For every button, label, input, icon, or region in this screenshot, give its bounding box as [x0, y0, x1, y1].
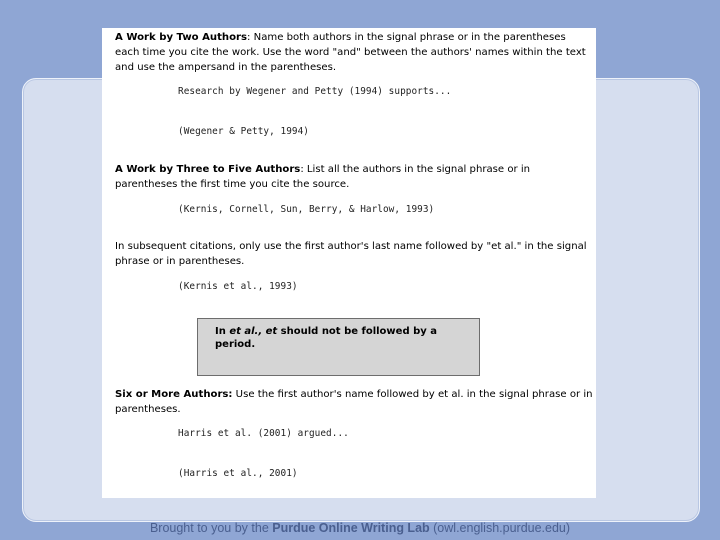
footer-prefix: Brought to you by the	[149, 521, 273, 535]
subsequent-citations-example: (Kernis et al., 1993)	[178, 281, 298, 292]
six-or-more-example-text: Harris et al. (2001) argued...	[178, 428, 349, 439]
three-to-five-paragraph	[115, 162, 593, 192]
callout-term: et al., et	[229, 326, 278, 337]
six-or-more-text: Use the first author's name followed by et al. in the signal phrase or in parentheses.	[115, 389, 593, 415]
subsequent-citations-paragraph: In subsequent citations, only use the first author's last name followed by "et al." in the signal phrase or in parentheses.	[115, 241, 587, 267]
six-or-more-heading: Six or More Authors:	[115, 389, 233, 400]
three-to-five-text: : List all the authors in the signal phrase or in parentheses the first time you cite the source.	[115, 164, 531, 190]
two-authors-example-text: Research by Wegener and Petty (1994) supports...	[178, 86, 452, 97]
two-authors-paragraph	[115, 30, 593, 75]
six-or-more-example-parenthetical: (Harris et al., 2001)	[178, 468, 298, 479]
two-authors-example-parenthetical: (Wegener & Petty, 1994)	[178, 126, 309, 137]
callout-suffix: should not be followed by a period.	[215, 326, 437, 350]
document-page	[102, 28, 596, 498]
footer-credit	[0, 521, 720, 535]
footer-suffix: (owl.english.purdue.edu)	[429, 521, 571, 535]
three-to-five-heading: A Work by Three to Five Authors	[115, 164, 301, 175]
footer-brand: Purdue Online Writing Lab	[272, 521, 430, 535]
two-authors-text: : Name both authors in the signal phrase or in the parentheses each time you cite the work. Use the word "and" between the authors' names within the text and use the ampersand in the parentheses.	[115, 32, 586, 73]
callout-prefix: In	[215, 326, 230, 337]
two-authors-heading: A Work by Two Authors	[115, 32, 248, 43]
three-to-five-example: (Kernis, Cornell, Sun, Berry, & Harlow, 1993)	[178, 204, 435, 215]
et-al-note-callout	[197, 318, 480, 376]
six-or-more-paragraph	[115, 387, 593, 417]
